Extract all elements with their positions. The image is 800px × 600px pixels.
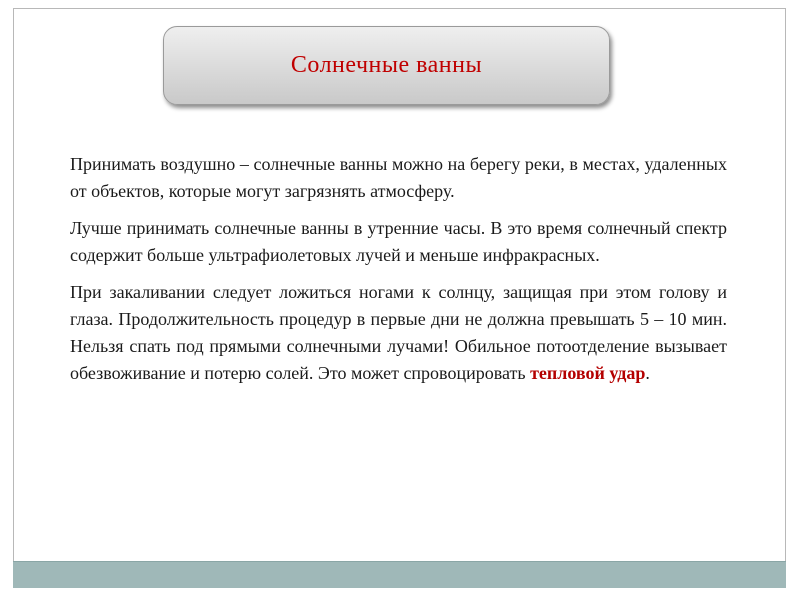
paragraph-3-text: При закаливании следует ложиться ногами к солнцу, защищая при этом голову и глаза. Продолжительность процедур в первые дни не должна превышать 5 – 10 мин. Нельзя спать под прямыми солнечными лучами! Обильное потоотделение вызывает обезвоживание и потерю солей. Это может спровоцировать — [70, 282, 727, 383]
slide-title: Солнечные ванны — [290, 52, 483, 78]
paragraph-3-end: . — [645, 363, 650, 383]
title-box — [163, 26, 610, 105]
paragraph-2: Лучше принимать солнечные ванны в утренние часы. В это время солнечный спектр содержит больше ультрафиолетовых лучей и меньше инфракрасных. — [70, 218, 727, 265]
heatstroke-highlight: тепловой удар — [530, 363, 646, 383]
bottom-bar — [13, 561, 786, 588]
body-text — [70, 151, 727, 397]
paragraph-1: Принимать воздушно – солнечные ванны можно на берегу реки, в местах, удаленных от объектов, которые могут загрязнять атмосферу. — [70, 154, 727, 201]
paragraph-3 — [70, 279, 727, 387]
